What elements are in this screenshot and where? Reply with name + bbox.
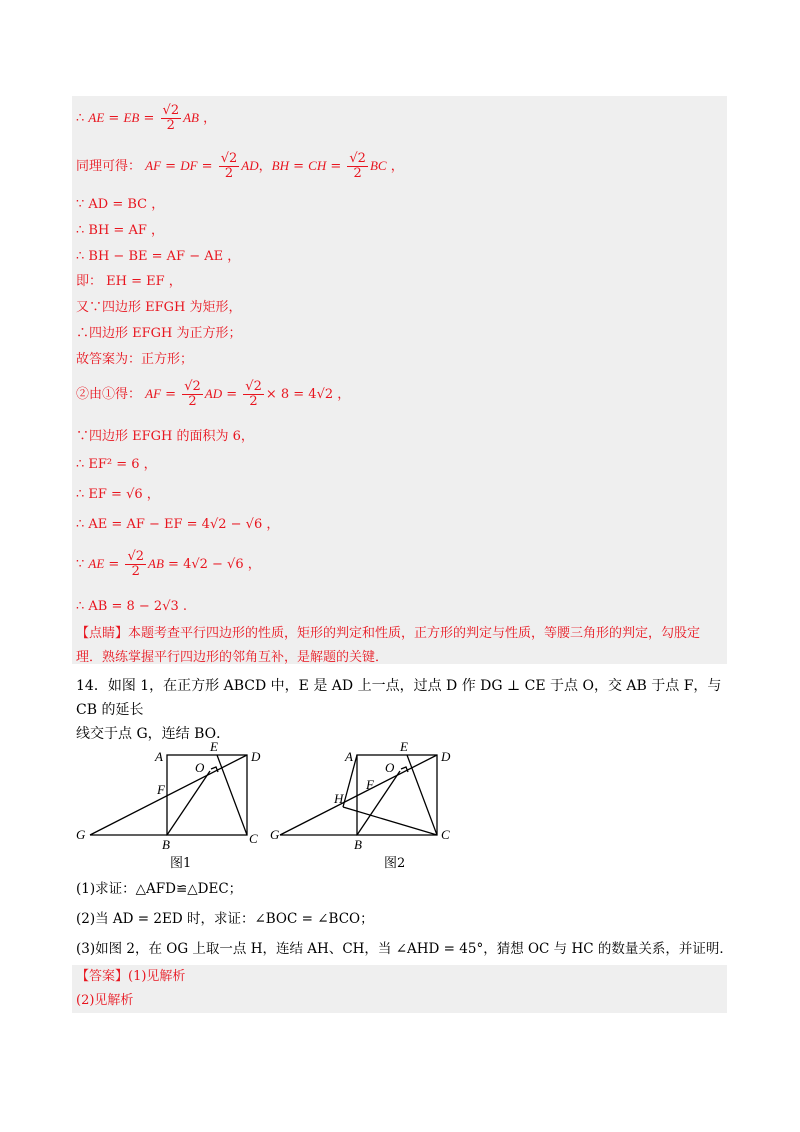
label-C-1: C bbox=[249, 831, 258, 846]
solution-line-15: ∵ AE = $\frac{√2}{2}$ AB = 4√2 − √6 ， bbox=[76, 549, 261, 579]
solution-line-11: ∵四边形 EFGH 的面积为 6， bbox=[76, 429, 254, 444]
solution-line-12: ∴ EF² = 6 ， bbox=[76, 457, 157, 472]
question-part-1: (1)求证：△AFD≌△DEC； bbox=[76, 881, 243, 897]
label-E-1: E bbox=[210, 739, 218, 754]
geometry-figures bbox=[70, 735, 470, 875]
label-O-1: O bbox=[195, 760, 205, 775]
question-line-2: 线交于点 G，连结 BO． bbox=[76, 726, 231, 742]
label-G-2: G bbox=[270, 827, 280, 842]
figure-1 bbox=[90, 755, 247, 835]
label-H-2: H bbox=[334, 791, 344, 806]
label-O-2: O bbox=[385, 760, 395, 775]
comment-block bbox=[76, 622, 726, 670]
label-A-1: A bbox=[155, 749, 163, 764]
label-E-2: E bbox=[400, 739, 408, 754]
label-C-2: C bbox=[441, 827, 450, 842]
solution-line-13: ∴ EF = √6 ， bbox=[76, 487, 160, 502]
label-D-1: D bbox=[251, 749, 261, 764]
question-line-1: 如图 1，在正方形 ABCD 中，E 是 AD 上一点，过点 D 作 DG ⊥ CE 于点 O，交 AB 于点 F，与 CB 的延长 bbox=[76, 678, 722, 718]
question-number: 14． bbox=[76, 678, 108, 694]
solution-line-7: 又∵四边形 EFGH 为矩形， bbox=[76, 300, 242, 315]
solution-line-16: ∴ AB = 8 − 2√3 . bbox=[76, 599, 188, 614]
answer-line-1 bbox=[76, 968, 185, 986]
label-F-2: F bbox=[366, 777, 374, 792]
label-D-2: D bbox=[441, 749, 451, 764]
solution-line-8: ∴四边形 EFGH 为正方形； bbox=[76, 326, 242, 341]
figure-1-caption: 图1 bbox=[170, 856, 192, 871]
solution-line-1: ∴ AE = EB = $\frac{√2}{2}$ AB ， bbox=[76, 103, 217, 133]
label-B-1: B bbox=[162, 837, 170, 852]
solution-line-3: ∵ AD = BC ， bbox=[76, 197, 165, 212]
solution-line-10: ②由①得： AF = $\frac{√2}{2}$ AD = $\frac{√2}{2}$ × 8 = 4√2 ， bbox=[76, 379, 351, 409]
label-F-1: F bbox=[157, 782, 165, 797]
answer-line-2: (2)见解析 bbox=[76, 993, 134, 1008]
comment-text: 本题考查平行四边形的性质，矩形的判定和性质，正方形的判定与性质，等腰三角形的判定，勾股定理．熟练掌握平行四边形的邻角互补，是解题的关键． bbox=[76, 626, 701, 665]
figure-2 bbox=[280, 755, 437, 835]
label-G-1: G bbox=[76, 827, 86, 842]
label-B-2: B bbox=[354, 837, 362, 852]
question-part-2: (2)当 AD = 2ED 时，求证：∠BOC = ∠BCO； bbox=[76, 911, 374, 927]
solution-line-9: 故答案为：正方形； bbox=[76, 352, 194, 367]
figure-2-caption: 图2 bbox=[384, 856, 406, 871]
answer-1: (1)见解析 bbox=[128, 969, 186, 984]
solution-line-6: 即： EH = EF ， bbox=[76, 274, 182, 289]
answer-label: 【答案】 bbox=[76, 969, 129, 984]
solution-line-4: ∴ BH = AF ， bbox=[76, 223, 164, 238]
solution-line-5: ∴ BH − BE = AF − AE ， bbox=[76, 249, 241, 264]
solution-line-14: ∴ AE = AF − EF = 4√2 − √6 ， bbox=[76, 517, 280, 532]
comment-label: 【点睛】 bbox=[76, 626, 129, 641]
label-A-2: A bbox=[345, 749, 353, 764]
question-part-3: (3)如图 2，在 OG 上取一点 H，连结 AH、CH，当 ∠AHD = 45°，猜想 OC 与 HC 的数量关系，并证明． bbox=[76, 941, 733, 957]
solution-line-2: 同理可得： AF = DF = $\frac{√2}{2}$ AD，BH = CH = $\frac{√2}{2}$ BC ， bbox=[76, 151, 404, 181]
